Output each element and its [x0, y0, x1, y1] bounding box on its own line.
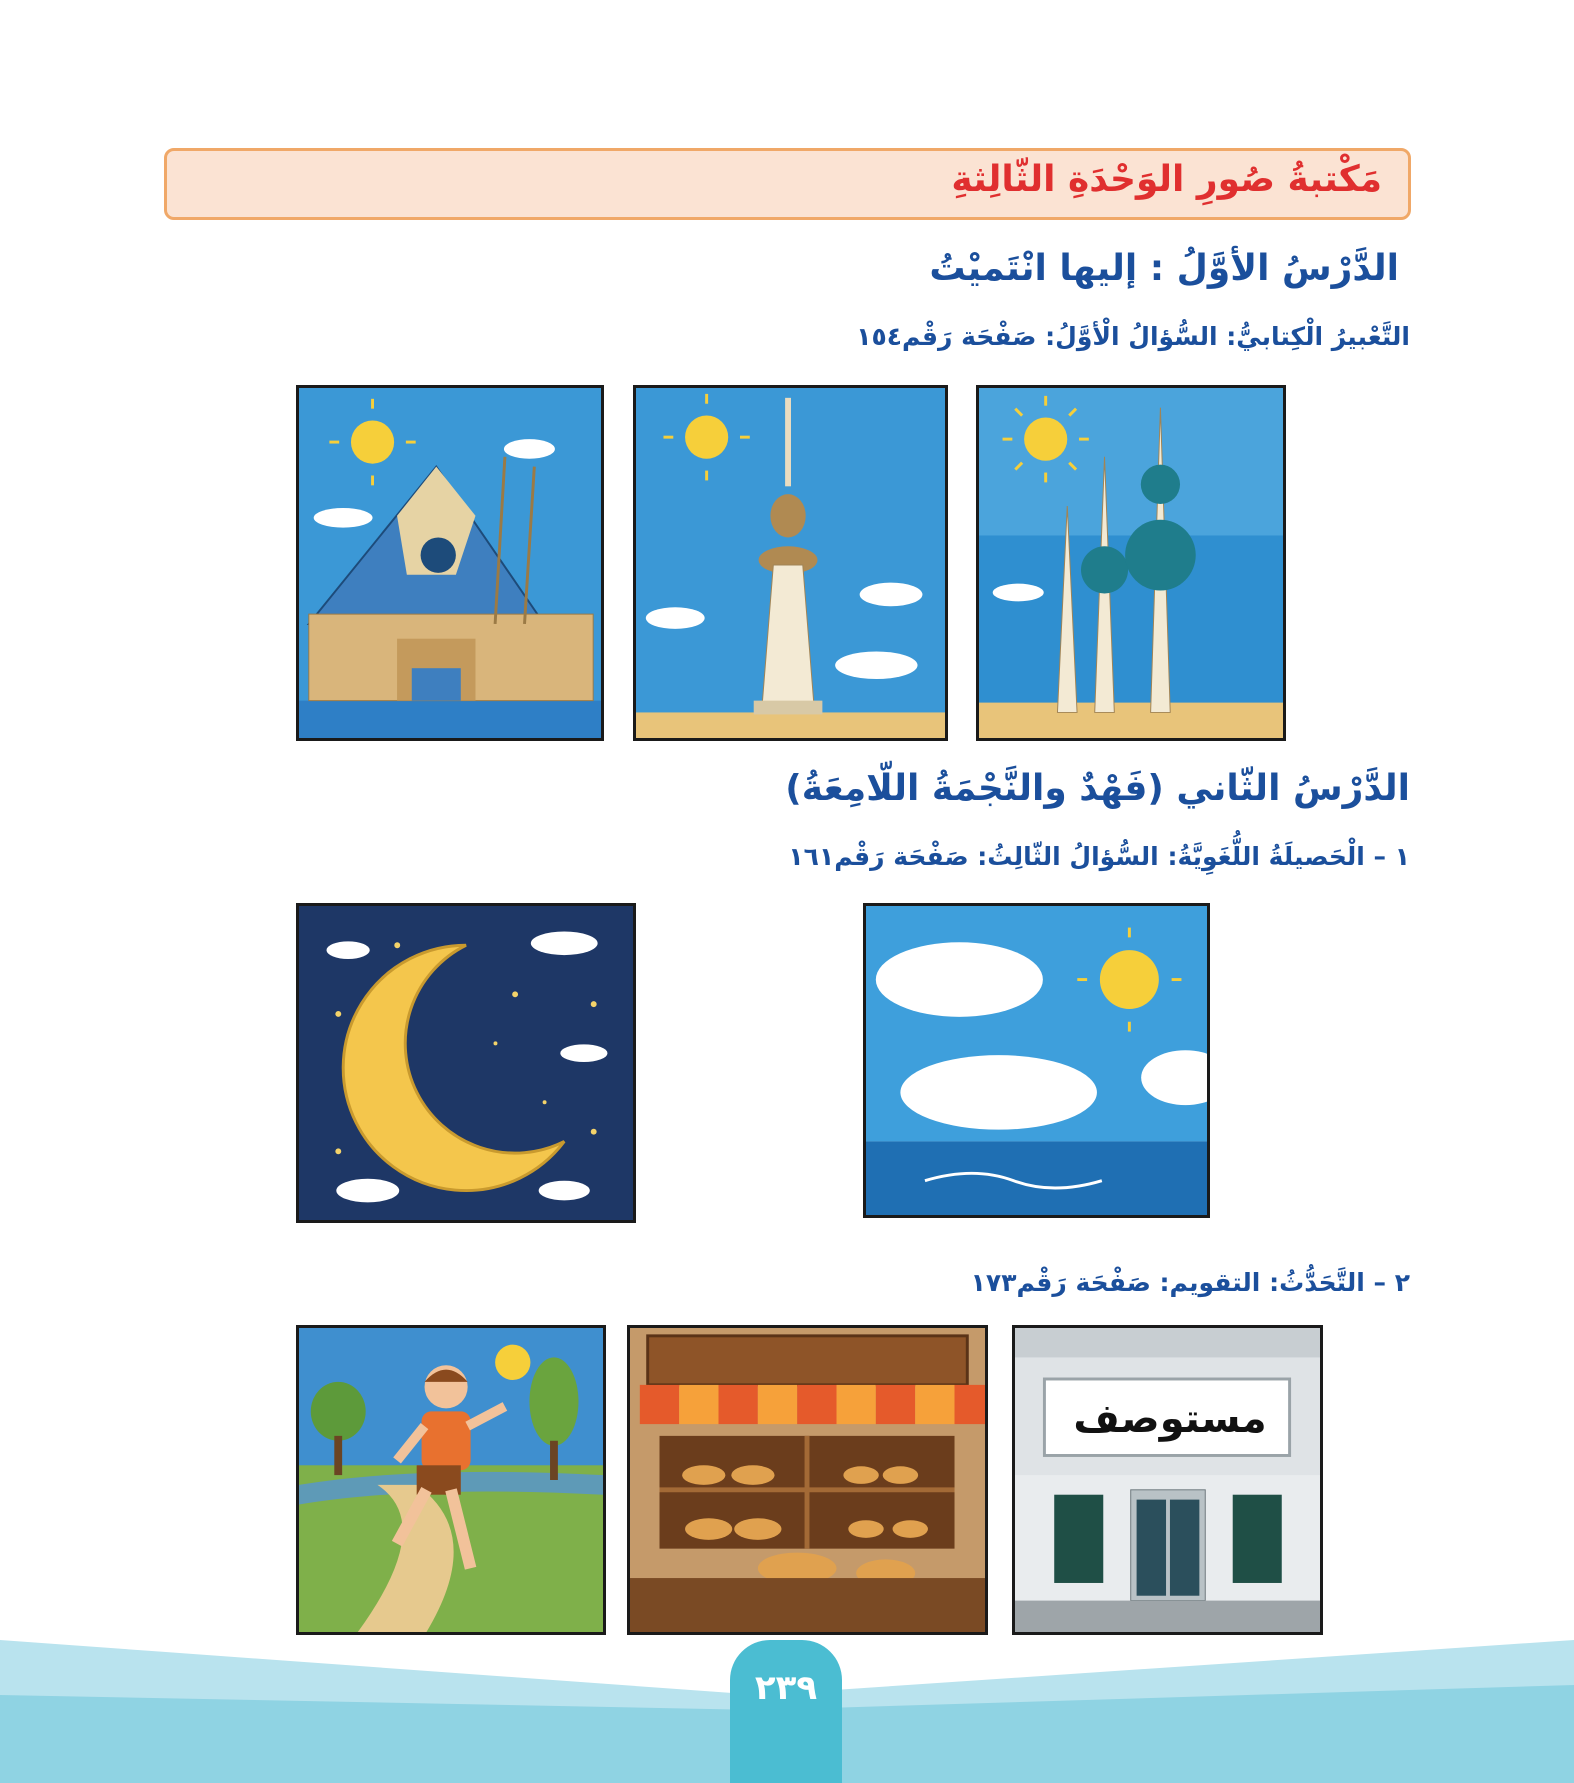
lesson2-title: الدَّرْسُ الثّاني (فَهْدٌ والنَّجْمَةُ اللّامِعَةُ) [785, 768, 1410, 809]
clinic-icon [1015, 1328, 1320, 1632]
page-number-badge [730, 1640, 842, 1783]
sky-sea-image [863, 903, 1210, 1218]
unit-banner [164, 148, 1411, 220]
sky-sea-icon [866, 906, 1207, 1215]
running-boy-image [296, 1325, 606, 1635]
liberation-tower-image [633, 385, 948, 741]
lesson1-subtitle: التَّعْبيرُ الْكِتابيُّ: السُّؤالُ الْأوَّلُ: صَفْحَة رَقْم١٥٤ [856, 322, 1410, 351]
lesson2-subtitle1: ١ – الْحَصيلَةُ اللُّغَوِيَّةُ: السُّؤالُ الثّالِثُ: صَفْحَة رَقْم١٦١ [788, 842, 1410, 871]
lesson1-title: الدَّرْسُ الأوَّلُ : إليها انْتَميْتُ [929, 248, 1399, 289]
lesson2-subtitle2: ٢ – التَّحَدُّثُ: التقويم: صَفْحَة رَقْم١٧٣ [970, 1268, 1410, 1297]
clinic-sign: مستوصف [1073, 1396, 1267, 1442]
crescent-moon-image [296, 903, 636, 1223]
scientific-center-icon [299, 388, 601, 738]
scientific-center-image [296, 385, 604, 741]
liberation-tower-icon [636, 388, 945, 738]
page-number: ٢٣٩ [754, 1668, 818, 1708]
kuwait-towers-icon [979, 388, 1283, 738]
running-boy-icon [299, 1328, 603, 1632]
bakery-icon [630, 1328, 985, 1632]
unit-title: مَكْتبةُ صُورِ الوَحْدَةِ الثّالِثةِ [951, 159, 1382, 200]
bakery-image [627, 1325, 988, 1635]
crescent-moon-icon [299, 906, 633, 1220]
kuwait-towers-image [976, 385, 1286, 741]
clinic-image [1012, 1325, 1323, 1635]
